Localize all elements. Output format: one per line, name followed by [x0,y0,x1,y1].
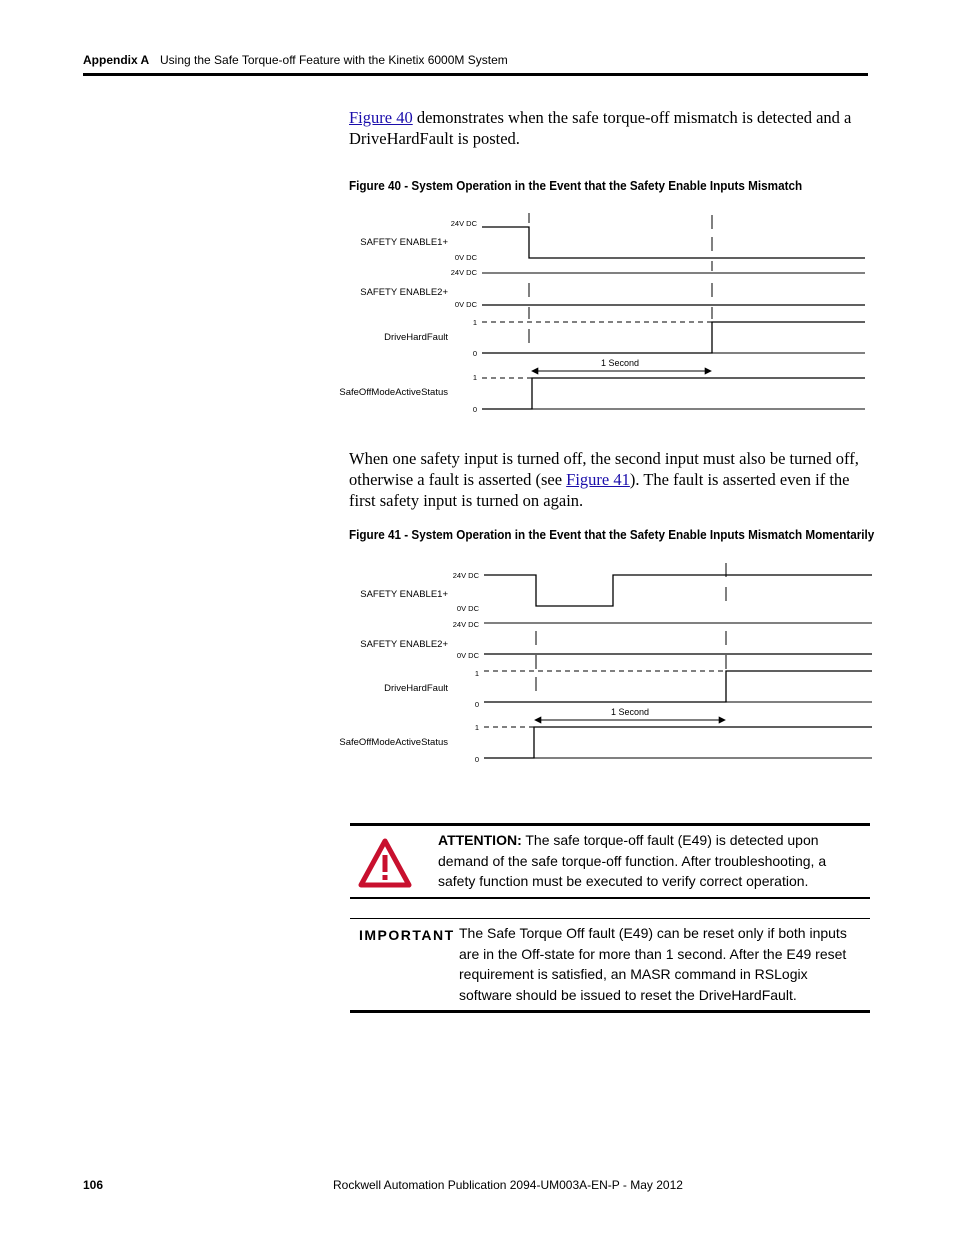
mismatch-text: When one safety input is turned off, the second input must also be turned off, otherwise a fault is asserted (see [349,449,859,489]
signal-drive-hard-fault: DriveHardFault [384,332,448,343]
page-number: 106 [83,1178,104,1192]
attention-bottom-rule [350,897,870,899]
signal-drive-hard-fault: DriveHardFault [384,683,448,694]
level-0v: 0V DC [456,604,479,613]
figure-40-link[interactable]: Figure 40 [349,108,413,127]
level-0: 0 [472,349,477,358]
important-bottom-rule [350,1010,870,1013]
level-1: 1 [474,669,479,678]
intro-paragraph [349,107,859,149]
level-1: 1 [472,318,477,327]
level-24v: 24V DC [450,268,477,277]
attention-notice [438,830,853,892]
mismatch-paragraph [349,448,859,511]
attention-label: ATTENTION: [438,832,522,848]
level-0: 0 [472,405,477,414]
level-0v: 0V DC [454,253,477,262]
figure-41-timing-diagram [330,557,875,772]
level-24v: 24V DC [452,620,479,629]
attention-text: The safe torque-off fault (E49) is detected upon demand of the safe torque-off function. After troubleshooting, a safety function must be executed to verify correct operation. [438,832,827,889]
signal-safe-off-status: SafeOffModeActiveStatus [339,387,448,398]
important-notice: The Safe Torque Off fault (E49) can be reset only if both inputs are in the Off-state for more than 1 second. After the E49 reset requirement is satisfied, an MASR command in RSLogix software should be issued to reset the DriveHardFault. [459,925,847,1003]
level-0v: 0V DC [456,651,479,660]
one-second-label: 1 Second [610,707,650,717]
publication-id: Rockwell Automation Publication 2094-UM003A-EN-P - May 2012 [333,1178,683,1192]
attention-top-rule [350,823,870,826]
level-0: 0 [474,700,479,709]
level-24v: 24V DC [452,571,479,580]
important-label: IMPORTANT [359,927,455,943]
important-top-rule [350,918,870,919]
intro-text: demonstrates when the safe torque-off mismatch is detected and a DriveHardFault is posted. [349,108,852,148]
appendix-label: Appendix A [83,53,150,67]
one-second-label: 1 Second [600,358,640,368]
figure-41-caption: Figure 41 - System Operation in the Event that the Safety Enable Inputs Mismatch Momentarily [349,527,875,542]
figure-41-link[interactable]: Figure 41 [566,470,630,489]
level-24v: 24V DC [450,219,477,228]
level-1: 1 [472,373,477,382]
signal-safety-enable2: SAFETY ENABLE2+ [360,639,448,650]
figure-40-timing-diagram [330,205,875,420]
header-title: Using the Safe Torque-off Feature with the Kinetix 6000M System [160,53,508,67]
level-1: 1 [474,723,479,732]
signal-safety-enable2: SAFETY ENABLE2+ [360,287,448,298]
level-0: 0 [474,755,479,764]
signal-safety-enable1: SAFETY ENABLE1+ [360,589,448,600]
header-rule [83,73,868,76]
mismatch-text-end: ). The fault is asserted even if the first safety input is turned on again. [349,470,850,510]
signal-safety-enable1: SAFETY ENABLE1+ [360,237,448,248]
level-0v: 0V DC [454,300,477,309]
figure-40-caption: Figure 40 - System Operation in the Event that the Safety Enable Inputs Mismatch [349,178,803,193]
signal-safe-off-status: SafeOffModeActiveStatus [339,737,448,748]
warning-triangle-icon [358,838,412,888]
